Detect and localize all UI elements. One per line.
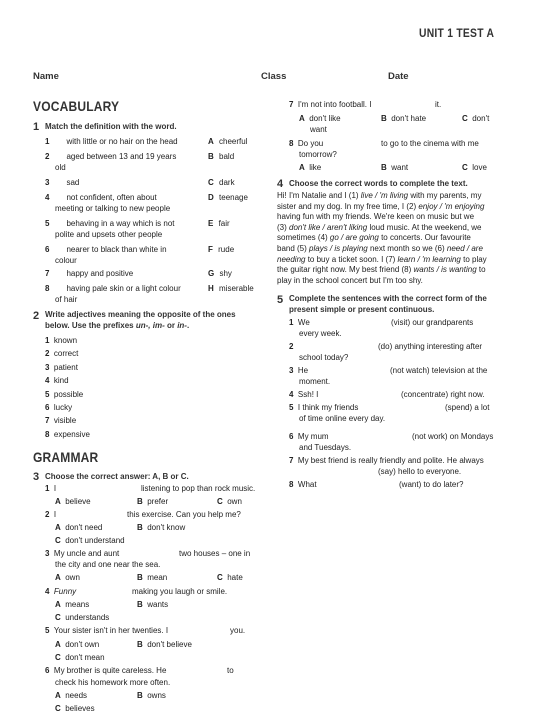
list-item: 6 nearer to black than white in colour (45, 245, 167, 265)
q3-item-7: 7 I'm not into football. I (289, 100, 372, 109)
q3-item-3-option-b: B mean (137, 573, 168, 582)
q3-item-3-option-c: C hate (217, 573, 243, 582)
q3-item-8-option-b: B want (381, 163, 409, 172)
q5-item-8-text: (want) to do later? (399, 480, 464, 489)
q5-item-6-text: (not work) on Mondays (412, 432, 494, 441)
q3-item-7-option-b: B don't hate (381, 114, 427, 123)
q5-item-2: 2 (289, 342, 294, 351)
q5-item-8: 8 What (289, 480, 317, 489)
q4-instruction: Choose the correct words to complete the text. (289, 179, 468, 188)
q3-item-3: 3 My uncle and aunt (45, 549, 120, 558)
q3-item-3-text: two houses – one in (179, 549, 251, 558)
list-item: 5 behaving in a way which is not polite and upsets other people (45, 219, 175, 239)
q3-item-6-option-b: B owns (137, 691, 166, 700)
q5-instruction: Complete the sentences with the correct form of the present simple or present continuous. (289, 294, 487, 314)
match-option: E fair (208, 219, 230, 228)
q3-item-8-cont: tomorrow? (299, 150, 337, 159)
q3-item-8-option-c: C love (462, 163, 487, 172)
list-item: 8 having pale skin or a light colour of hair (45, 284, 181, 304)
match-option: A cheerful (208, 137, 248, 146)
q5-item-5: 5 I think my friends (289, 403, 359, 412)
q5-item-3-text: (not watch) television at the (390, 366, 488, 375)
q3-item-1-option-b: B prefer (137, 497, 169, 506)
q3-item-8-text: to go to the cinema with me (381, 139, 479, 148)
list-item: 4 kind (45, 376, 69, 386)
q2-number: 2 (33, 310, 40, 322)
name-label: Name (33, 71, 59, 82)
q3-item-8: 8 Do you (289, 139, 324, 148)
q3-item-2-option-c: C don't understand (55, 536, 125, 545)
match-option: G shy (208, 269, 232, 278)
class-label: Class (261, 71, 287, 82)
q3-number: 3 (33, 471, 40, 483)
q5-item-1-cont: every week. (299, 329, 342, 338)
q3-item-6-text: to (227, 666, 234, 675)
q3-item-2-option-b: B don't know (137, 523, 186, 532)
q5-item-7: 7 My best friend is really friendly and polite. He always (289, 456, 484, 465)
q3-item-7-option-a-cont: want (310, 125, 327, 134)
q3-item-4-option-b: B wants (137, 600, 169, 609)
q3-instruction: Choose the correct answer: A, B or C. (45, 472, 189, 481)
list-item: 4 not confident, often about meeting or talking to new people (45, 193, 171, 213)
q3-item-7-option-c: C don't (462, 114, 490, 123)
q3-item-3-option-a: A own (55, 573, 80, 582)
q3-item-5: 5 Your sister isn't in her twenties. I (45, 626, 169, 635)
match-option: H miserable (208, 284, 254, 293)
list-item: 6 lucky (45, 403, 73, 413)
match-option: D teenage (208, 193, 248, 202)
q3-item-7-text: it. (435, 100, 442, 109)
section-grammar: GRAMMAR (33, 449, 99, 465)
list-item: 1 with little or no hair on the head (45, 137, 178, 146)
q3-item-1: 1 I (45, 484, 57, 493)
q3-item-6-option-a: A needs (55, 691, 88, 700)
q5-number: 5 (277, 294, 284, 306)
q4-number: 4 (277, 178, 284, 190)
q5-item-3: 3 He (289, 366, 309, 375)
q1-number: 1 (33, 121, 40, 133)
q3-item-4-text: making you laugh or smile. (132, 587, 228, 596)
q5-item-3-cont: moment. (299, 377, 331, 386)
q3-item-1-text: listening to pop than rock music. (141, 484, 256, 493)
q3-item-2-text: this exercise. Can you help me? (127, 510, 241, 519)
q5-item-2-cont: school today? (299, 353, 349, 362)
match-option: F rude (208, 245, 235, 254)
match-option: B bald (208, 152, 235, 161)
list-item: 1 known (45, 336, 78, 345)
q3-item-5-option-b: B don't believe (137, 640, 192, 649)
q3-item-4-option-c: C understands (55, 613, 110, 622)
q1-instruction: Match the definition with the word. (45, 122, 177, 131)
q3-item-6-option-c: C believes (55, 704, 95, 713)
q3-item-3-cont: the city and one near the sea. (55, 560, 161, 569)
q3-item-8-option-a: A like (299, 163, 322, 172)
match-option: C dark (208, 178, 235, 187)
q3-item-2-option-a: A don't need (55, 523, 103, 532)
q3-item-5-text: you. (230, 626, 246, 635)
list-item: 7 happy and positive (45, 269, 134, 278)
q5-item-7-cont: (say) hello to everyone. (378, 467, 462, 476)
q3-item-4-option-a: A means (55, 600, 90, 609)
q5-item-1: 1 We (289, 318, 310, 327)
q5-item-4: 4 Ssh! I (289, 390, 319, 399)
q3-item-1-option-a: A believe (55, 497, 91, 506)
section-vocabulary: VOCABULARY (33, 98, 120, 114)
q3-item-7-option-a: A don't like (299, 114, 341, 123)
q5-item-6-cont: and Tuesdays. (299, 443, 352, 452)
list-item: 3 patient (45, 362, 78, 372)
q2-list (45, 334, 90, 441)
q3-item-5-option-a: A don't own (55, 640, 100, 649)
q3-item-2: 2 I (45, 510, 57, 519)
date-label: Date (388, 71, 409, 82)
list-item: 2 aged between 13 and 19 years old (45, 152, 177, 172)
list-item: 2 correct (45, 349, 79, 359)
q3-item-6: 6 My brother is quite careless. He (45, 666, 167, 675)
q3-item-6-cont: check his homework more often. (55, 678, 171, 687)
q3-item-4: 4 Funny (45, 587, 77, 596)
q5-item-4-text: (concentrate) right now. (401, 390, 485, 399)
list-item: 8 expensive (45, 429, 90, 439)
q3-item-5-option-c: C don't mean (55, 653, 105, 662)
list-item: 3 sad (45, 178, 80, 187)
q5-item-6: 6 My mum (289, 432, 329, 441)
list-item: 7 visible (45, 416, 77, 426)
q2-instruction: Write adjectives meaning the opposite of the ones below. Use the prefixes un-, im- or in-. (45, 310, 236, 330)
q4-text: Hi! I'm Natalie and I (1) live / 'm living with my parents, my sister and my dog. In my free time, I (2) enjoy / 'm enjoying having fun with my friends. We're keen on music but we (3) don't like / aren't liking loud music. At the weekend, we sometimes (4) go / are going to concerts. Our favourite band (5) plays / is playing next month so we (6) need / are needing to buy a ticket soon. I (7) learn / 'm learning to play the guitar right now. My best friend (8) wants / is wanting to play in the school concert but I'm too shy. (277, 191, 487, 285)
list-item: 5 possible (45, 389, 84, 399)
q5-item-5-cont: of time online every day. (299, 414, 386, 423)
unit-title: UNIT 1 TEST A (419, 26, 495, 40)
q5-item-2-text: (do) anything interesting after (378, 342, 483, 351)
q3-item-1-option-c: C own (217, 497, 242, 506)
q5-item-1-text: (visit) our grandparents (391, 318, 474, 327)
q5-item-5-text: (spend) a lot (445, 403, 490, 412)
